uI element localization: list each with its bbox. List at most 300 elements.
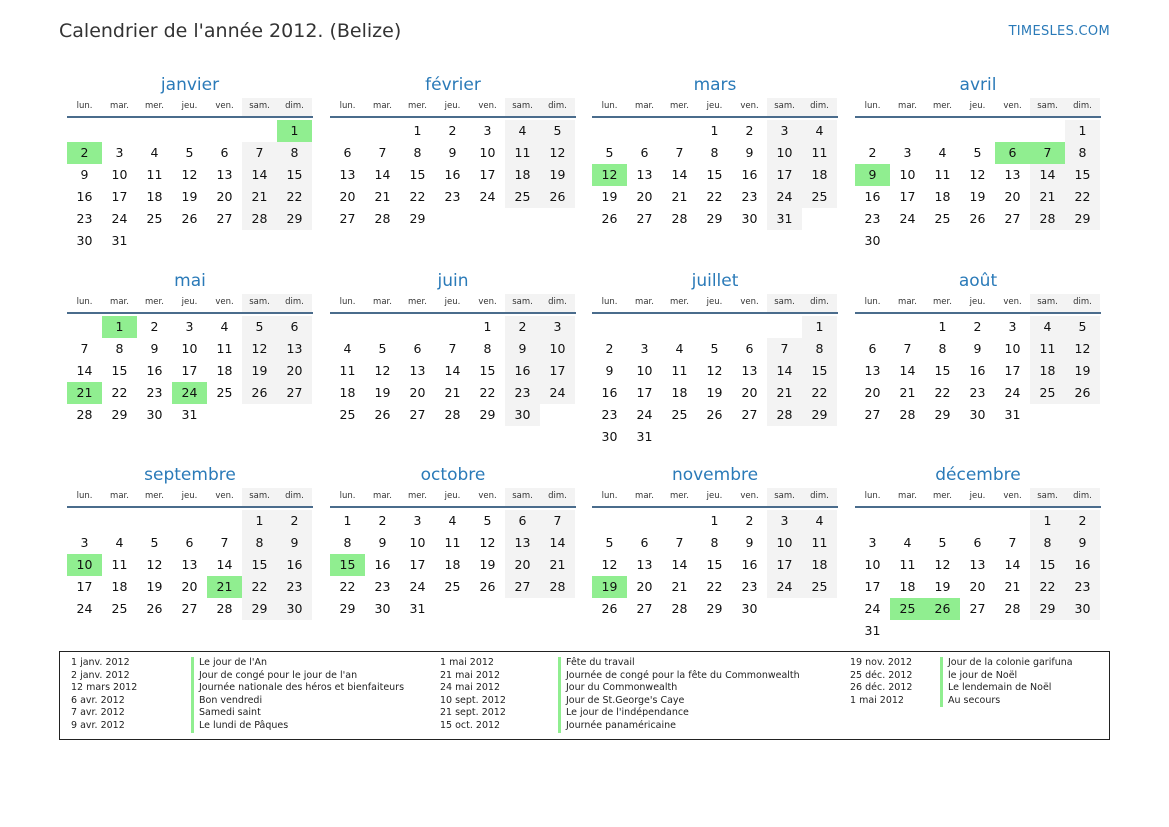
weekday-label: mer. <box>933 101 952 111</box>
day-cell: 17 <box>864 579 881 594</box>
weekday-label: jeu. <box>181 491 198 501</box>
day-cell: 11 <box>444 535 461 550</box>
day-cell: 31 <box>181 407 198 422</box>
day-cell: 15 <box>409 167 426 182</box>
day-cell: 27 <box>216 211 233 226</box>
day-cell: 31 <box>111 233 128 248</box>
empty-cell <box>137 510 172 532</box>
day-cell: 27 <box>741 407 758 422</box>
weekday-label: sam. <box>505 294 540 312</box>
day-cell: 21 <box>1030 186 1065 208</box>
day-cell: 27 <box>864 407 881 422</box>
empty-cell <box>995 120 1030 142</box>
day-cell: 17 <box>636 385 653 400</box>
weekday-label: lun. <box>601 297 618 307</box>
day-cell: 24 <box>767 576 802 598</box>
weekday-header <box>330 98 576 118</box>
day-cell: 30 <box>741 601 758 616</box>
legend-holiday-name: Le lendemain de Noël <box>940 682 1051 695</box>
weekday-label: mar. <box>635 297 654 307</box>
weekday-label: mar. <box>373 101 392 111</box>
day-cell: 16 <box>1065 554 1100 576</box>
day-cell: 18 <box>111 579 128 594</box>
day-cell: 10 <box>864 557 881 572</box>
day-cell: 13 <box>741 363 758 378</box>
day-cell: 9 <box>277 532 312 554</box>
day-cell: 9 <box>605 363 614 378</box>
legend-date: 10 sept. 2012 <box>440 694 506 706</box>
day-cell: 22 <box>409 189 426 204</box>
day-cell: 3 <box>540 316 575 338</box>
day-cell: 26 <box>1065 382 1100 404</box>
day-cell: 16 <box>969 363 986 378</box>
day-cell: 10 <box>899 167 916 182</box>
day-cell: 22 <box>1030 576 1065 598</box>
day-cell: 7 <box>448 341 457 356</box>
holiday-day: 25 <box>890 598 925 620</box>
day-cell: 26 <box>146 601 163 616</box>
legend-date: 6 avr. 2012 <box>71 694 125 706</box>
day-cell: 22 <box>706 579 723 594</box>
day-cell: 20 <box>409 385 426 400</box>
day-cell: 16 <box>444 167 461 182</box>
day-cell: 17 <box>111 189 128 204</box>
day-cell: 19 <box>374 385 391 400</box>
day-cell: 16 <box>277 554 312 576</box>
day-cell: 6 <box>973 535 982 550</box>
weekday-label: mar. <box>898 491 917 501</box>
holiday-day: 19 <box>592 576 627 598</box>
empty-cell <box>67 510 102 532</box>
legend-holiday-name: Jour de St.George's Caye <box>558 695 684 708</box>
holiday-day: 1 <box>277 120 312 142</box>
empty-cell <box>960 120 995 142</box>
day-cell: 16 <box>374 557 391 572</box>
day-cell: 5 <box>378 341 387 356</box>
day-cell: 19 <box>479 557 496 572</box>
day-cell: 10 <box>540 338 575 360</box>
day-cell: 25 <box>802 186 837 208</box>
day-cell: 29 <box>242 598 277 620</box>
day-cell: 20 <box>505 554 540 576</box>
day-cell: 15 <box>111 363 128 378</box>
weekday-label: ven. <box>1003 101 1022 111</box>
day-cell: 2 <box>150 319 159 334</box>
holiday-day: 10 <box>67 554 102 576</box>
day-cell: 3 <box>80 535 89 550</box>
weekday-header <box>67 488 313 508</box>
month-name: mars <box>693 75 737 95</box>
day-grid <box>592 316 837 448</box>
weekday-label: mar. <box>110 491 129 501</box>
day-cell: 28 <box>899 407 916 422</box>
day-cell: 29 <box>706 211 723 226</box>
day-cell: 30 <box>601 429 618 444</box>
weekday-label: dim. <box>540 98 575 116</box>
day-cell: 28 <box>374 211 391 226</box>
day-cell: 5 <box>605 145 614 160</box>
empty-cell <box>855 120 890 142</box>
legend-date: 1 mai 2012 <box>440 657 494 668</box>
day-cell: 11 <box>934 167 951 182</box>
empty-cell <box>767 316 802 338</box>
day-grid <box>330 120 575 230</box>
weekday-label: sam. <box>242 98 277 116</box>
weekday-label: mer. <box>408 491 427 501</box>
day-cell: 7 <box>242 142 277 164</box>
day-cell: 21 <box>374 189 391 204</box>
legend-holiday-name: Le jour de l'An <box>191 657 267 670</box>
day-cell: 10 <box>1004 341 1021 356</box>
day-grid <box>67 120 312 252</box>
weekday-label: lun. <box>601 101 618 111</box>
day-cell: 23 <box>444 189 461 204</box>
weekday-label: dim. <box>1065 98 1100 116</box>
weekday-label: lun. <box>601 491 618 501</box>
day-cell: 14 <box>374 167 391 182</box>
day-cell: 12 <box>479 535 496 550</box>
day-cell: 17 <box>540 360 575 382</box>
day-cell: 11 <box>505 142 540 164</box>
day-cell: 9 <box>150 341 159 356</box>
day-cell: 13 <box>216 167 233 182</box>
day-cell: 20 <box>277 360 312 382</box>
weekday-label: lun. <box>864 491 881 501</box>
empty-cell <box>330 120 365 142</box>
day-cell: 27 <box>339 211 356 226</box>
holiday-day: 7 <box>1030 142 1065 164</box>
day-cell: 27 <box>505 576 540 598</box>
weekday-header <box>330 294 576 314</box>
day-cell: 22 <box>706 189 723 204</box>
day-cell: 17 <box>767 164 802 186</box>
day-cell: 8 <box>115 341 124 356</box>
day-cell: 6 <box>640 145 649 160</box>
legend-holiday-name: Fête du travail <box>558 657 635 670</box>
empty-cell <box>102 510 137 532</box>
day-cell: 4 <box>150 145 159 160</box>
day-cell: 28 <box>76 407 93 422</box>
day-cell: 2 <box>605 341 614 356</box>
day-cell: 22 <box>111 385 128 400</box>
month-5 <box>67 270 313 426</box>
weekday-header <box>67 294 313 314</box>
empty-cell <box>172 510 207 532</box>
day-cell: 11 <box>802 532 837 554</box>
day-cell: 14 <box>242 164 277 186</box>
day-cell: 3 <box>185 319 194 334</box>
day-cell: 30 <box>1065 598 1100 620</box>
weekday-label: ven. <box>1003 297 1022 307</box>
day-cell: 6 <box>413 341 422 356</box>
day-cell: 11 <box>216 341 233 356</box>
weekday-label: dim. <box>277 488 312 506</box>
day-cell: 15 <box>706 167 723 182</box>
day-cell: 26 <box>706 407 723 422</box>
day-cell: 26 <box>181 211 198 226</box>
weekday-label: lun. <box>76 101 93 111</box>
day-cell: 31 <box>767 208 802 230</box>
day-cell: 14 <box>76 363 93 378</box>
day-cell: 21 <box>540 554 575 576</box>
day-cell: 11 <box>146 167 163 182</box>
day-cell: 8 <box>242 532 277 554</box>
day-grid <box>67 510 312 620</box>
day-cell: 5 <box>483 513 492 528</box>
holiday-day: 9 <box>855 164 890 186</box>
day-cell: 12 <box>601 557 618 572</box>
day-cell: 20 <box>864 385 881 400</box>
day-cell: 13 <box>181 557 198 572</box>
day-cell: 20 <box>636 579 653 594</box>
day-cell: 12 <box>242 338 277 360</box>
legend-date: 25 déc. 2012 <box>850 669 913 681</box>
weekday-header <box>592 488 838 508</box>
day-cell: 12 <box>934 557 951 572</box>
month-9 <box>67 464 313 620</box>
day-cell: 26 <box>479 579 496 594</box>
day-cell: 9 <box>378 535 387 550</box>
weekday-label: mer. <box>670 491 689 501</box>
empty-cell <box>925 510 960 532</box>
holiday-day: 15 <box>330 554 365 576</box>
day-cell: 15 <box>934 363 951 378</box>
day-cell: 31 <box>1004 407 1021 422</box>
empty-cell <box>365 120 400 142</box>
weekday-label: ven. <box>740 101 759 111</box>
day-cell: 21 <box>1004 579 1021 594</box>
month-name: juillet <box>691 271 739 291</box>
day-cell: 12 <box>181 167 198 182</box>
empty-cell <box>855 316 890 338</box>
day-cell: 4 <box>675 341 684 356</box>
weekday-label: sam. <box>1030 98 1065 116</box>
day-cell: 28 <box>767 404 802 426</box>
legend-holiday-name: le jour de Noël <box>940 670 1017 683</box>
day-cell: 15 <box>802 360 837 382</box>
weekday-label: sam. <box>242 488 277 506</box>
day-cell: 16 <box>864 189 881 204</box>
day-cell: 2 <box>448 123 457 138</box>
day-cell: 20 <box>339 189 356 204</box>
day-cell: 28 <box>216 601 233 616</box>
day-cell: 14 <box>767 360 802 382</box>
day-cell: 21 <box>767 382 802 404</box>
day-cell: 2 <box>277 510 312 532</box>
empty-cell <box>890 120 925 142</box>
day-cell: 10 <box>767 142 802 164</box>
day-cell: 18 <box>899 579 916 594</box>
holiday-day: 24 <box>172 382 207 404</box>
day-cell: 30 <box>146 407 163 422</box>
weekday-label: dim. <box>802 294 837 312</box>
day-cell: 18 <box>146 189 163 204</box>
weekday-header <box>855 488 1101 508</box>
weekday-label: mar. <box>898 101 917 111</box>
day-cell: 1 <box>242 510 277 532</box>
day-cell: 26 <box>969 211 986 226</box>
weekday-label: jeu. <box>444 101 461 111</box>
day-cell: 12 <box>540 142 575 164</box>
day-cell: 18 <box>505 164 540 186</box>
weekday-label: dim. <box>540 488 575 506</box>
month-11 <box>592 464 838 620</box>
day-cell: 9 <box>745 535 754 550</box>
day-cell: 24 <box>409 579 426 594</box>
day-cell: 19 <box>934 579 951 594</box>
legend-date: 12 mars 2012 <box>71 682 138 694</box>
day-cell: 30 <box>864 233 881 248</box>
day-cell: 9 <box>448 145 457 160</box>
weekday-label: sam. <box>1030 294 1065 312</box>
day-cell: 7 <box>540 510 575 532</box>
day-cell: 5 <box>938 535 947 550</box>
day-cell: 1 <box>483 319 492 334</box>
month-4 <box>855 74 1101 252</box>
day-cell: 20 <box>216 189 233 204</box>
day-cell: 21 <box>671 579 688 594</box>
day-cell: 5 <box>150 535 159 550</box>
day-cell: 22 <box>802 382 837 404</box>
day-cell: 25 <box>671 407 688 422</box>
day-cell: 3 <box>767 510 802 532</box>
day-grid <box>592 510 837 620</box>
day-cell: 16 <box>741 557 758 572</box>
day-cell: 8 <box>938 341 947 356</box>
empty-cell <box>627 120 662 142</box>
legend-holiday-name: Le lundi de Pâques <box>191 720 288 733</box>
day-cell: 29 <box>1065 208 1100 230</box>
holiday-day: 2 <box>67 142 102 164</box>
day-cell: 30 <box>505 404 540 426</box>
month-name: août <box>958 271 998 291</box>
day-cell: 21 <box>899 385 916 400</box>
day-cell: 18 <box>216 363 233 378</box>
day-cell: 8 <box>1030 532 1065 554</box>
day-cell: 1 <box>710 123 719 138</box>
day-cell: 16 <box>741 167 758 182</box>
day-cell: 18 <box>802 164 837 186</box>
legend-holiday-name: Journée de congé pour la fête du Commonwealth <box>558 670 800 683</box>
day-cell: 17 <box>1004 363 1021 378</box>
day-cell: 8 <box>710 535 719 550</box>
weekday-label: lun. <box>339 297 356 307</box>
day-cell: 3 <box>903 145 912 160</box>
day-cell: 11 <box>339 363 356 378</box>
weekday-label: dim. <box>277 294 312 312</box>
day-cell: 13 <box>277 338 312 360</box>
day-cell: 22 <box>934 385 951 400</box>
day-cell: 19 <box>242 360 277 382</box>
day-cell: 6 <box>868 341 877 356</box>
day-cell: 26 <box>601 211 618 226</box>
day-cell: 9 <box>1065 532 1100 554</box>
day-cell: 25 <box>339 407 356 422</box>
day-cell: 24 <box>636 407 653 422</box>
legend-holiday-name: Jour de la colonie garifuna <box>940 657 1073 670</box>
empty-cell <box>242 120 277 142</box>
legend-date: 15 oct. 2012 <box>440 719 501 731</box>
day-cell: 4 <box>802 120 837 142</box>
weekday-header <box>330 488 576 508</box>
weekday-header <box>855 98 1101 118</box>
day-cell: 31 <box>636 429 653 444</box>
day-cell: 13 <box>505 532 540 554</box>
day-cell: 8 <box>710 145 719 160</box>
day-cell: 22 <box>339 579 356 594</box>
day-cell: 8 <box>413 145 422 160</box>
empty-cell <box>592 510 627 532</box>
day-cell: 29 <box>277 208 312 230</box>
day-cell: 12 <box>146 557 163 572</box>
day-cell: 18 <box>444 557 461 572</box>
month-7 <box>592 270 838 448</box>
empty-cell <box>330 316 365 338</box>
day-cell: 7 <box>675 145 684 160</box>
day-cell: 1 <box>1065 120 1100 142</box>
weekday-label: jeu. <box>444 297 461 307</box>
day-cell: 17 <box>767 554 802 576</box>
empty-cell <box>67 316 102 338</box>
day-cell: 31 <box>409 601 426 616</box>
day-cell: 19 <box>181 189 198 204</box>
site-link[interactable]: TIMESLES.COM <box>1008 24 1110 39</box>
empty-cell <box>995 510 1030 532</box>
day-cell: 10 <box>409 535 426 550</box>
weekday-label: jeu. <box>706 491 723 501</box>
legend-holiday-name: Journée nationale des héros et bienfaiteurs <box>191 682 404 695</box>
day-cell: 15 <box>1030 554 1065 576</box>
day-cell: 11 <box>802 142 837 164</box>
day-cell: 30 <box>741 211 758 226</box>
day-cell: 2 <box>505 316 540 338</box>
empty-cell <box>662 120 697 142</box>
day-cell: 23 <box>864 211 881 226</box>
day-cell: 4 <box>220 319 229 334</box>
day-grid <box>330 316 575 426</box>
weekday-label: ven. <box>478 297 497 307</box>
day-cell: 8 <box>802 338 837 360</box>
month-name: janvier <box>160 75 220 95</box>
weekday-label: mer. <box>933 491 952 501</box>
day-cell: 6 <box>745 341 754 356</box>
legend-holiday-name: Jour du Commonwealth <box>558 682 677 695</box>
day-cell: 12 <box>969 167 986 182</box>
day-cell: 10 <box>636 363 653 378</box>
month-name: septembre <box>144 465 236 485</box>
day-grid <box>855 510 1100 642</box>
day-cell: 19 <box>706 385 723 400</box>
weekday-label: sam. <box>767 488 802 506</box>
day-cell: 3 <box>1008 319 1017 334</box>
weekday-label: mar. <box>110 101 129 111</box>
weekday-label: mer. <box>145 297 164 307</box>
day-grid <box>330 510 575 620</box>
day-cell: 13 <box>969 557 986 572</box>
day-grid <box>592 120 837 230</box>
month-3 <box>592 74 838 230</box>
day-cell: 14 <box>1030 164 1065 186</box>
day-cell: 22 <box>479 385 496 400</box>
day-cell: 24 <box>76 601 93 616</box>
day-cell: 17 <box>899 189 916 204</box>
day-cell: 24 <box>899 211 916 226</box>
empty-cell <box>925 120 960 142</box>
day-cell: 11 <box>1030 338 1065 360</box>
day-cell: 30 <box>277 598 312 620</box>
day-cell: 16 <box>505 360 540 382</box>
weekday-label: dim. <box>277 98 312 116</box>
